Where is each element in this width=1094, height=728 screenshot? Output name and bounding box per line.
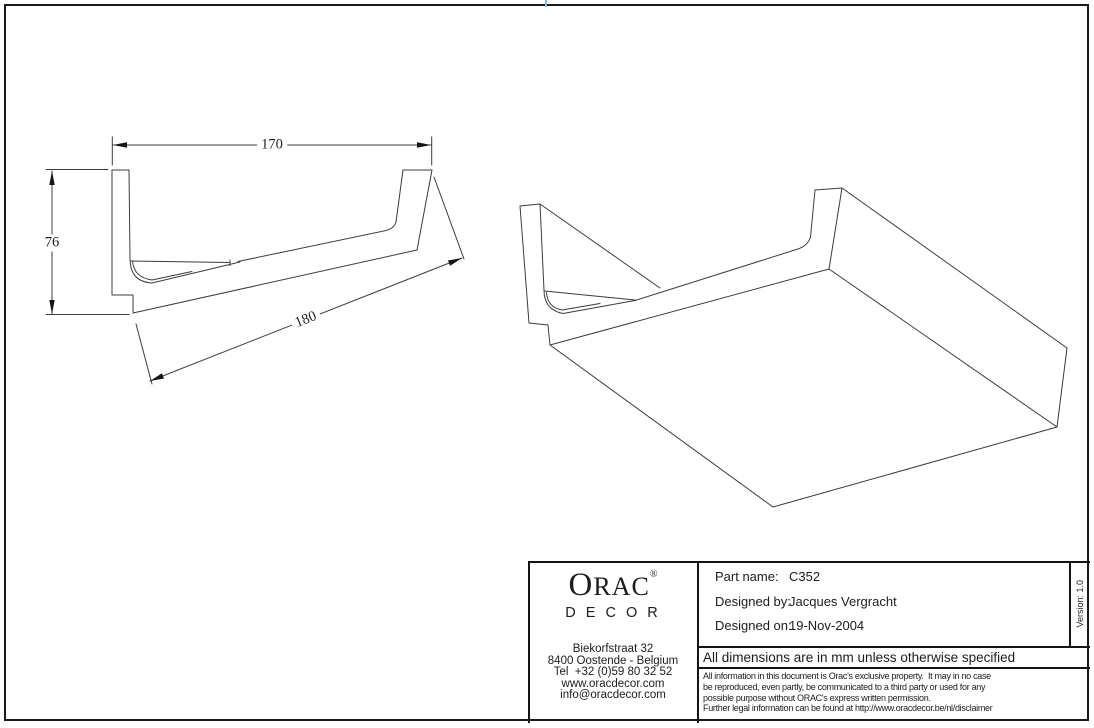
iso-far-bottom-edge	[773, 427, 1057, 507]
logo-letter-o: O	[568, 567, 594, 603]
address-line: Tel +32 (0)59 80 32 52	[553, 666, 673, 678]
title-block-row-divider-1	[697, 646, 1090, 648]
part-name-value: C352	[789, 569, 821, 584]
iso-bottom-outer-back-edge	[829, 269, 1057, 427]
designed-by-label: Designed by:	[715, 594, 791, 609]
legal-line: possible purpose without ORAC's express written permission.	[703, 692, 931, 703]
dim-label-width: 170	[257, 137, 287, 154]
designed-on-label: Designed on:	[715, 618, 792, 633]
iso-right-wall-outer-front	[829, 188, 842, 269]
logo-cell	[529, 561, 697, 722]
arrowhead	[448, 258, 462, 266]
registered-mark: ®	[649, 569, 658, 580]
units-note: All dimensions are in mm unless otherwise specified	[703, 650, 1016, 665]
arrowhead	[150, 373, 164, 381]
iso-left-wall-outer	[520, 206, 829, 345]
address-line: 8400 Oostende - Belgium	[547, 654, 679, 667]
legal-notice	[703, 671, 1088, 714]
legal-line: All information in this document is Orac's exclusive property. It may in no case	[703, 671, 991, 681]
iso-right-wall-top-back-edge	[842, 188, 1067, 348]
iso-inner-bottom-edge	[635, 190, 815, 301]
part-name-label: Part name:	[715, 569, 779, 584]
orac-logo	[529, 569, 697, 602]
logo-letters-rac: RAC	[593, 572, 650, 601]
designed-by-value: Jacques Vergracht	[789, 594, 897, 609]
iso-cove-top-line	[545, 291, 636, 300]
designed-on-value: 19-Nov-2004	[789, 618, 865, 633]
version-cell	[1070, 561, 1090, 647]
iso-left-wall-top-back-edge	[540, 204, 660, 288]
legal-line: be reproduced, even partly, be communicated to a third party or used for any	[703, 681, 986, 692]
profile-inner-left-fillet	[129, 170, 240, 283]
profile-outer-outline	[112, 170, 432, 313]
profile-inner-right	[238, 170, 403, 262]
company-address	[529, 644, 697, 702]
address-line: www.oracdecor.com	[561, 677, 665, 690]
legal-line: Further legal information can be found at http://www.oracdecor.be/nl/disclaimer	[703, 703, 993, 714]
ext-line	[434, 177, 464, 259]
ext-line	[136, 324, 152, 384]
title-block-vertical-divider	[697, 561, 699, 723]
address-line: Biekorfstraat 32	[572, 643, 654, 655]
dimension-180	[136, 177, 464, 384]
iso-cove-inner-arc	[547, 293, 601, 311]
dim-label-diagonal: 180	[289, 307, 323, 334]
arrowhead	[113, 142, 127, 148]
profile-cove-inner-arc	[133, 261, 193, 280]
iso-far-right-edge	[1057, 348, 1067, 427]
isometric-view	[520, 188, 1067, 507]
iso-front-bottom-back-edge	[550, 345, 773, 507]
title-block-row-divider-2	[697, 667, 1090, 669]
arrowhead	[49, 171, 54, 185]
address-line: info@oracdecor.com	[560, 689, 666, 701]
arrowhead	[417, 142, 431, 148]
profile-cove-top-line	[131, 261, 231, 263]
logo-subtitle: D E C O R	[565, 605, 661, 621]
iso-left-wall-inner-fillet	[540, 204, 635, 314]
iso-left-wall-top-front	[520, 204, 540, 206]
dim-label-height: 76	[41, 235, 64, 252]
section-view	[46, 137, 464, 384]
iso-right-wall-top-front	[815, 188, 842, 190]
version-label: Version: 1.0	[1075, 580, 1085, 628]
arrowhead	[49, 300, 54, 314]
